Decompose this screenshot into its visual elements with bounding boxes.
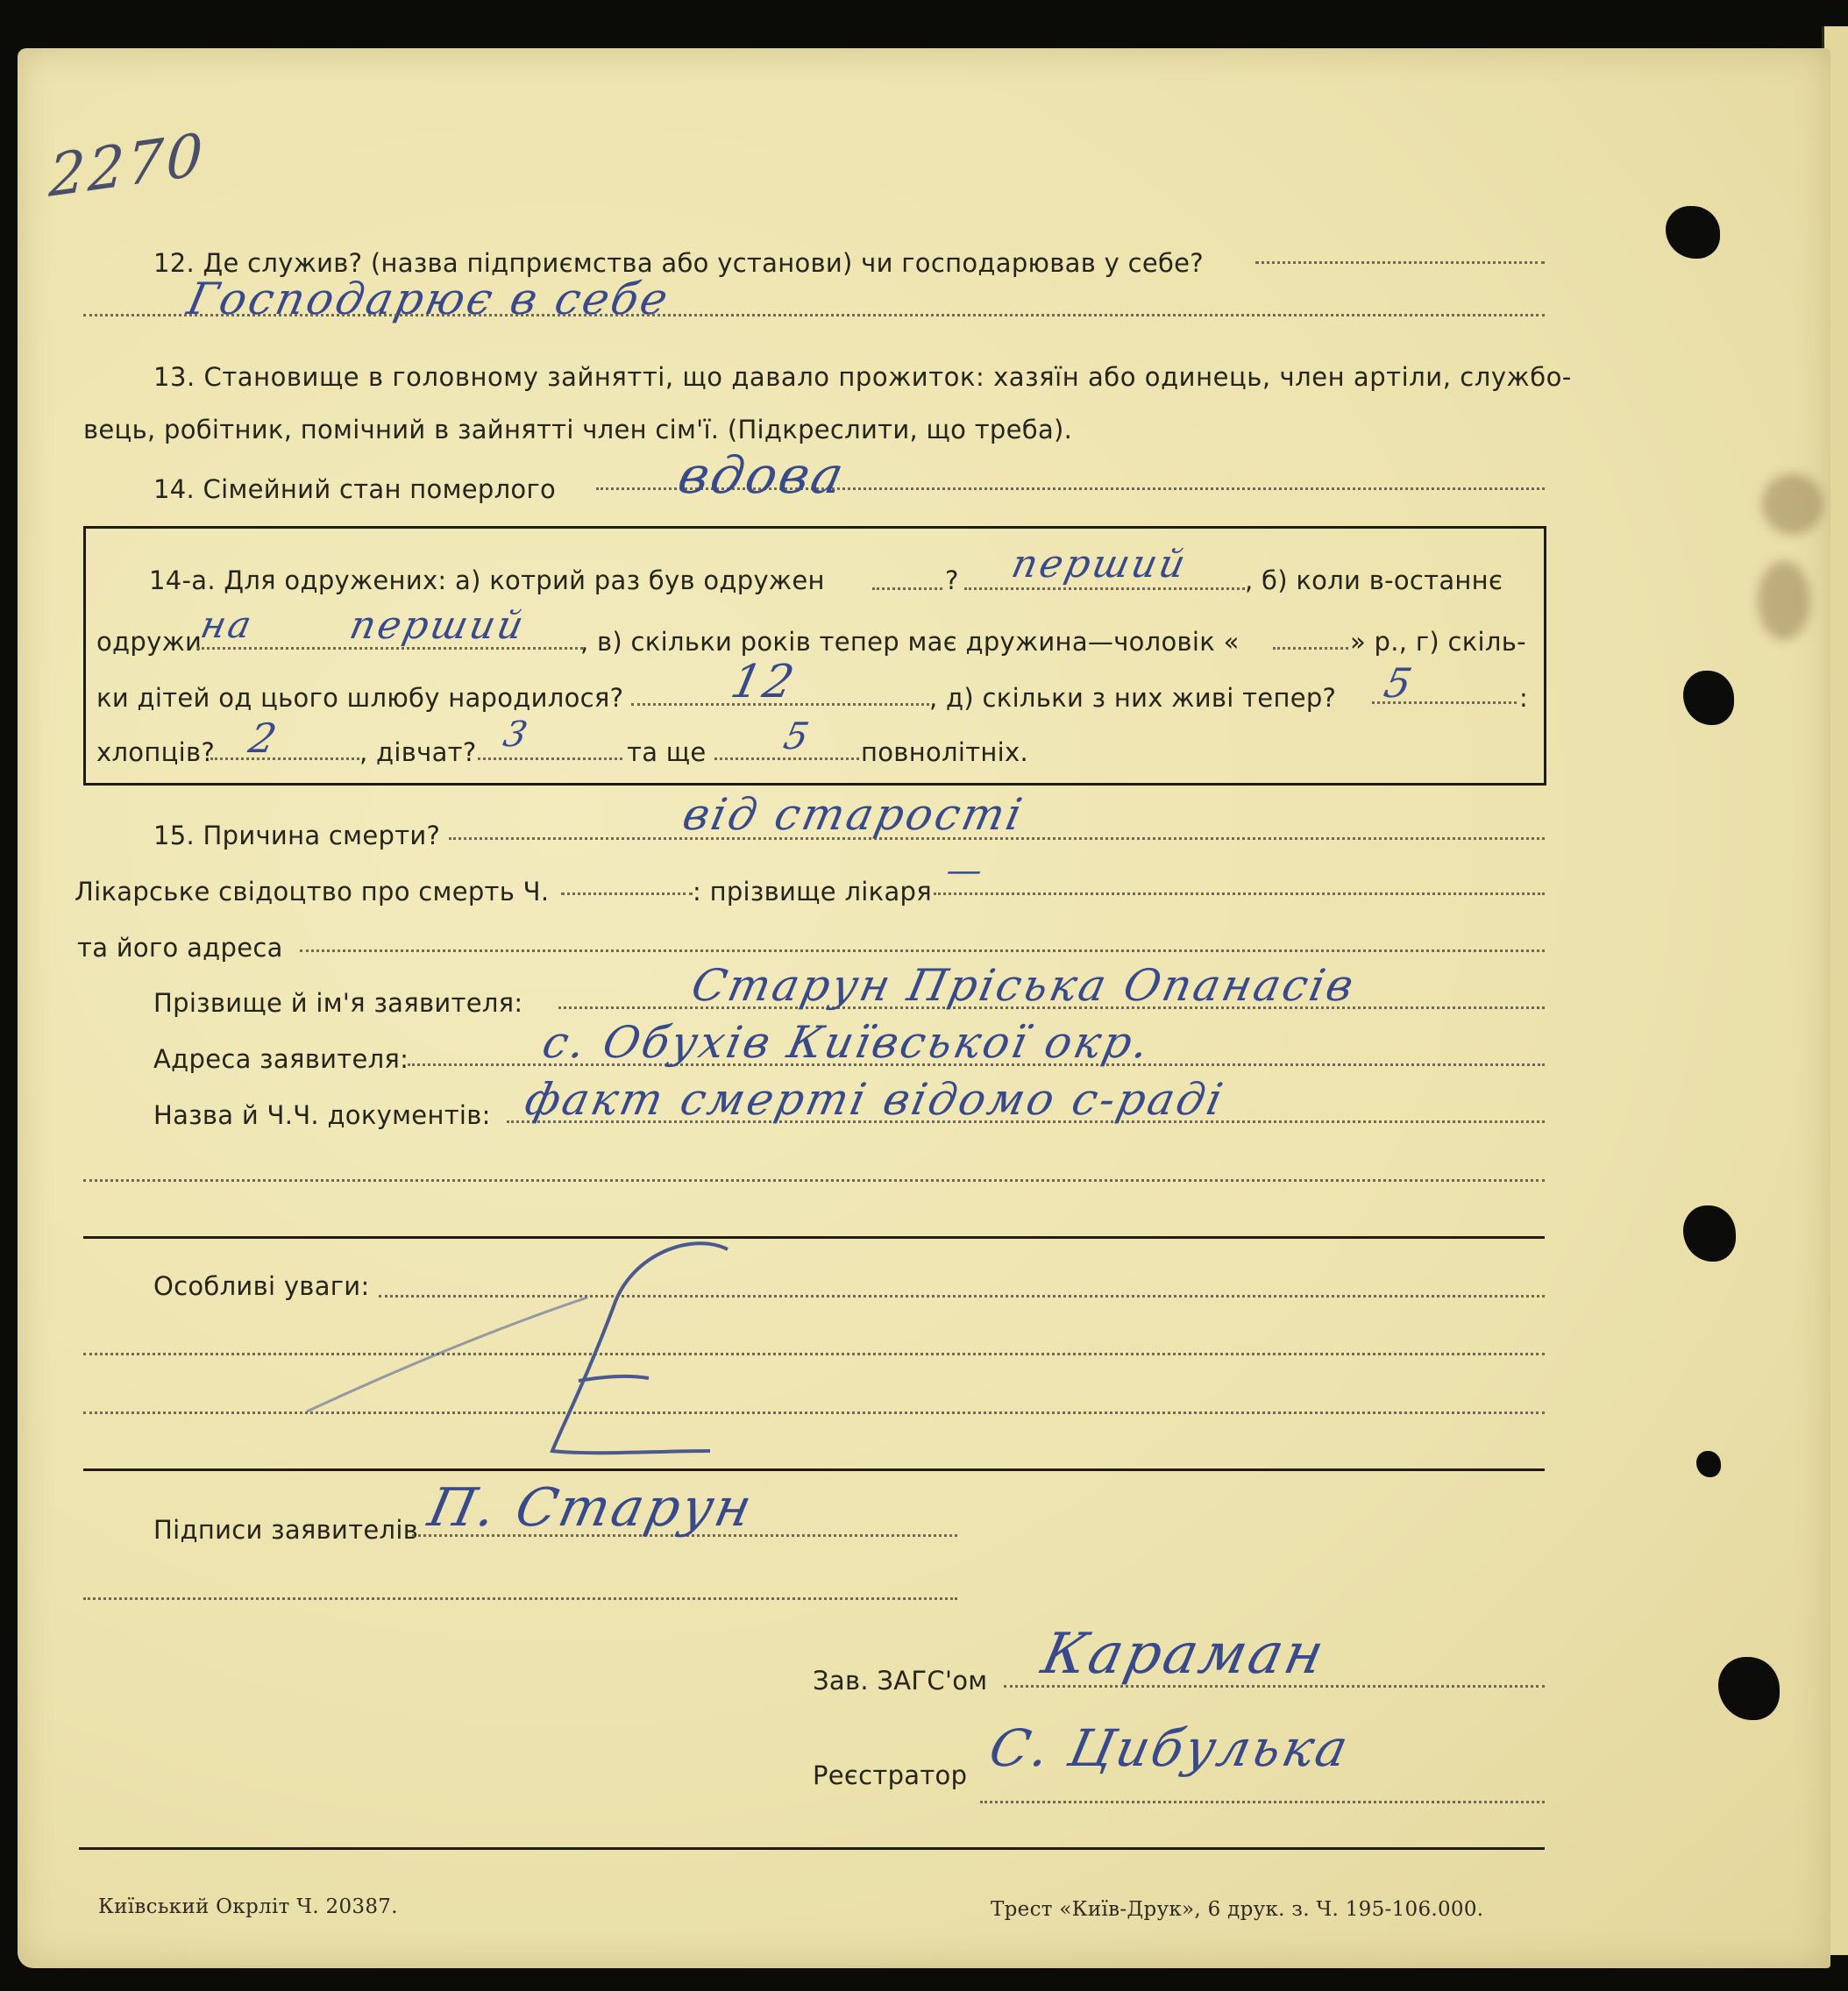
punch-hole xyxy=(1696,1451,1721,1477)
applicant-docs-label: Назва й Ч.Ч. документів: xyxy=(153,1100,491,1130)
q14a-answer-more: 5 xyxy=(779,715,815,757)
applicant-name-answer: Старун Пріська Опанасів xyxy=(686,960,1361,1011)
q14-label: 14. Сімейний стан померлого xyxy=(153,474,557,504)
q14a-dotline-a2 xyxy=(964,587,1245,590)
medical-doctor-dotline xyxy=(934,892,1545,895)
q14a-label-r: » р., г) скіль- xyxy=(1350,627,1526,657)
footer-left: Київський Окрліт Ч. 20387. xyxy=(98,1895,398,1918)
q14a-label-girls: , дівчат? xyxy=(359,737,477,767)
q14a-dotline-boys xyxy=(210,757,359,760)
q14a-dotline-a xyxy=(872,587,942,590)
q14a-answer-boys: 2 xyxy=(245,715,284,762)
applicant-signature-dotline2 xyxy=(83,1597,957,1600)
q14a-qmark: ? xyxy=(945,565,959,595)
q14a-label-more: та ще xyxy=(627,737,707,767)
medical-doctor-label: : прізвище лікаря xyxy=(693,877,932,907)
q13-line1: 13. Становище в головному зайнятті, що давало прожиток: хазяїн або одинець, член артіли, службо- xyxy=(153,362,1572,392)
medical-address-label: та його адреса xyxy=(77,933,283,963)
q14a-answer-b: перший xyxy=(345,603,530,648)
footer-right: Трест «Київ-Друк», 6 друк. з. Ч. 195-106.000. xyxy=(991,1898,1484,1921)
q14a-dotline-v xyxy=(1273,647,1348,650)
applicant-address-answer: с. Обухів Київської окр. xyxy=(537,1017,1156,1068)
q14a-label-a: 14-а. Для одружених: а) котрий раз був одружен xyxy=(149,565,825,595)
footer-rule xyxy=(79,1847,1545,1850)
q14a-label-boys: хлопців? xyxy=(96,737,216,767)
q14a-dotline-more xyxy=(714,757,859,760)
notes-strikeout-mark xyxy=(289,1236,815,1464)
blank-dotline xyxy=(83,1179,1545,1182)
q12-label: 12. Де служив? (назва підприємства або установи) чи господарював у себе? xyxy=(153,248,1204,278)
q14a-answer-a: перший xyxy=(1007,542,1192,587)
q15-label: 15. Причина смерти? xyxy=(153,821,441,850)
q14a-answer-girls: 3 xyxy=(500,715,534,755)
medical-dotline xyxy=(561,892,693,895)
q14a-label-g: ки дітей од цього шлюбу народилося? xyxy=(96,683,624,713)
q14a-label-adult: повнолітніх. xyxy=(861,737,1028,767)
q13-line2: вець, робітник, помічний в зайнятті член сім'ї. (Підкреслити, що треба). xyxy=(83,415,1073,444)
q14a-answer-d: 5 xyxy=(1380,659,1419,707)
applicant-address-label: Адреса заявителя: xyxy=(153,1044,409,1074)
q12-answer: Господарює в себе xyxy=(182,274,675,324)
q12-dotline xyxy=(1255,261,1545,264)
applicant-signature-label: Підписи заявителів xyxy=(153,1515,419,1545)
q14a-label-v: , в) скільки років тепер має дружина—чоловік « xyxy=(580,627,1240,657)
head-label: Зав. ЗАГС'ом xyxy=(813,1666,988,1696)
registrar-dotline xyxy=(980,1801,1545,1803)
medical-address-dotline xyxy=(300,949,1545,952)
q12-answer-line xyxy=(83,314,1545,316)
stain xyxy=(1762,473,1823,535)
section-rule xyxy=(83,1468,1545,1471)
stain xyxy=(1758,561,1810,640)
applicant-name-label: Прізвище й ім'я заявителя: xyxy=(153,988,523,1018)
q14-answer: вдова xyxy=(672,445,852,505)
q14a-label-b: , б) коли в-останнє xyxy=(1245,565,1503,595)
head-signature: Караман xyxy=(1036,1622,1333,1687)
q14a-dotline-girls xyxy=(478,757,622,760)
medical-label: Лікарське свідоцтво про смерть Ч. xyxy=(75,877,550,907)
q15-answer: від старості xyxy=(678,789,1029,840)
q14a-answer-na: на xyxy=(196,603,258,646)
notes-label: Особливі уваги: xyxy=(153,1271,370,1301)
registrar-label: Реєстратор xyxy=(813,1760,968,1790)
q14a-colon: : xyxy=(1519,683,1529,713)
applicant-docs-answer: факт смерті відомо с-раді xyxy=(520,1074,1230,1125)
q14a-answer-g: 12 xyxy=(726,656,801,708)
q14a-label-d: , д) скільки з них живі тепер? xyxy=(929,683,1337,713)
medical-doctor-answer: — xyxy=(942,850,989,891)
archive-number: 2270 xyxy=(47,119,207,211)
applicant-signature: П. Старун xyxy=(423,1477,760,1539)
registrar-signature: С. Цибулька xyxy=(984,1718,1356,1778)
q14a-label-odruzh: одружи xyxy=(96,627,203,657)
